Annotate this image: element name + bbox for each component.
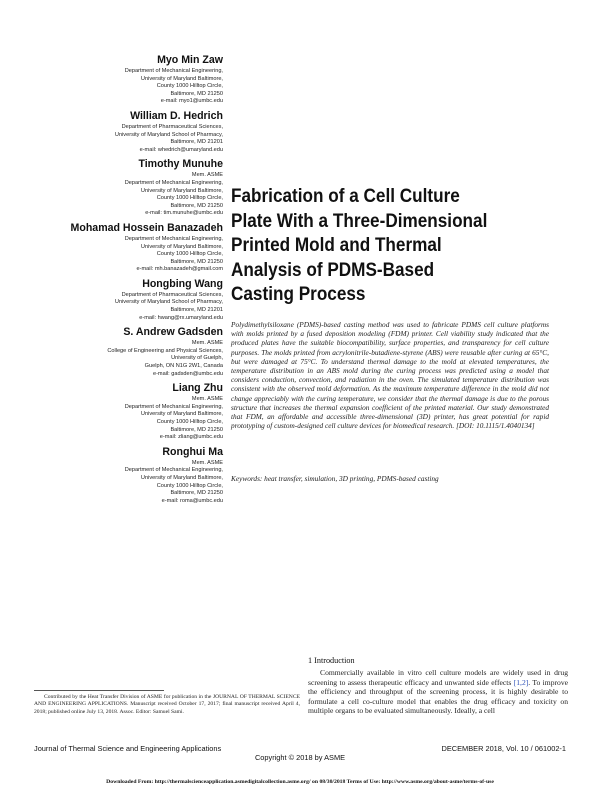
title-line: Fabrication of a Cell Culture [231,185,460,207]
download-notice: Downloaded From: http://thermalscienceapplication.asmedigitalcollection.asme.org/ on 08/30/2018 Terms of Use: http://www.asme.org/about-asme/terms-of-use [106,779,494,785]
author-email[interactable]: e-mail: roma@umbc.edu [161,497,223,504]
author-affiliation-line: University of Maryland Baltimore, [140,474,223,481]
author-affiliation-line: Department of Mechanical Engineering, [124,403,223,410]
author-name: Timothy Munuhe [138,158,223,171]
author-affiliation-line: Baltimore, MD 21201 [170,307,223,314]
author-affiliation-line: Department of Pharmaceutical Sciences, [121,123,223,130]
author-name: Mohamad Hossein Banazadeh [70,221,223,234]
paper-title [231,184,521,307]
author-affiliation-line: Baltimore, MD 21250 [170,90,223,97]
author-name: Liang Zhu [172,382,223,395]
title-line: Printed Mold and Thermal [231,234,442,256]
author-affiliation-line: University of Guelph, [171,355,223,362]
author-block [40,326,223,378]
author-affiliation-line: Baltimore, MD 21250 [170,202,223,209]
author-affiliation-line: Mem. ASME [191,396,223,403]
title-line: Casting Process [231,283,366,305]
title-line: Plate With a Three-Dimensional [231,209,488,232]
citation-link[interactable]: [1,2] [513,677,529,687]
author-affiliation-line: County 1000 Hilltop Circle, [156,251,223,258]
author-affiliation-line: County 1000 Hilltop Circle, [156,482,223,489]
copyright: Copyright © 2018 by ASME [254,753,346,762]
author-affiliation-line: Guelph, ON N1G 2W1, Canada [144,363,223,370]
author-affiliation-line: University of Maryland Baltimore, [140,75,223,82]
author-email[interactable]: e-mail: myo1@umbc.edu [160,98,223,105]
author-block [40,158,223,218]
author-block [40,278,223,322]
author-affiliation-line: Mem. ASME [191,172,223,179]
author-block [40,110,223,154]
author-name: William D. Hedrich [130,109,223,122]
author-affiliation-line: Baltimore, MD 21250 [170,426,223,433]
title-line: Analysis of PDMS-Based [231,258,435,281]
author-affiliation-line: County 1000 Hilltop Circle, [156,195,223,202]
author-block [40,446,223,506]
intro-paragraph [308,668,568,716]
author-block [40,382,223,442]
journal-name: Journal of Thermal Science and Engineering Applications [34,744,222,753]
author-email[interactable]: e-mail: whedrich@umaryland.edu [139,146,223,153]
author-name: Ronghui Ma [162,445,223,458]
author-affiliation-line: Mem. ASME [191,340,223,347]
author-affiliation-line: University of Maryland School of Pharmacy, [114,299,223,306]
author-email[interactable]: e-mail: gadsden@umbc.edu [152,370,223,377]
author-email[interactable]: e-mail: hwang@rx.umaryland.edu [139,314,223,321]
keywords: Keywords: heat transfer, simulation, 3D printing, PDMS-based casting [231,474,439,483]
author-affiliation-line: County 1000 Hilltop Circle, [156,419,223,425]
author-affiliation-line: Baltimore, MD 21201 [170,139,223,146]
abstract: Polydimethylsiloxane (PDMS)-based casting method was used to fabricate PDMS cell culture platforms with molds printed by a fused deposition modeling (FDM) printer. Cell viability study indicated that the produced plates have the suitable biocompatibility, surface properties, and transparency for cell culture purposes. The molds printed from acrylonitrile-butadiene-styrene (ABS) were reusable after curing at 65°C, but were damaged at 75°C. To understand thermal damage to the mold at elevated temperatures, the temperature distribution in an ABS mold during the curing process was predicted using a model that considers conduction, convection, and radiation in the oven. The simulated temperature distribution was consistent with the observed mold deformation. As the maximum temperature difference in the mold did not change appreciably with the curing temperature, we consider that the thermal damage is due to the porous structure that increases the thermal expansion coefficient of the printed material. Our study demonstrated that FDM, an affordable and accessible three-dimensional (3D) printer, has great potential for rapid prototyping of custom-designed cell culture devices for biomedical research. [DOI: 10.1115/1.4040134] [231,320,549,431]
author-email[interactable]: e-mail: mh.banazadeh@gmail.com [136,266,223,273]
author-name: S. Andrew Gadsden [123,326,223,339]
footnote-divider [34,690,164,691]
author-name: Myo Min Zaw [157,54,223,66]
author-affiliation-line: University of Maryland School of Pharmacy, [114,131,223,138]
author-block [40,54,223,106]
author-affiliation-line: Department of Pharmaceutical Sciences, [121,291,223,298]
author-block [40,222,223,274]
author-affiliation-line: University of Maryland Baltimore, [140,187,223,194]
author-affiliation-line: Baltimore, MD 21250 [170,490,223,497]
author-affiliation-line: Department of Mechanical Engineering, [124,68,223,74]
footnote: Contributed by the Heat Transfer Division of ASME for publication in the JOURNAL OF THERMAL SCIENCE AND ENGINEERING APPLICATIONS. Manuscript received October 17, 2017; final manuscript received April 4, 2018; published online July 13, 2018. Assoc. Editor: Samuel Sami. [34,694,300,715]
author-list [40,54,223,509]
section-heading-introduction: 1 Introduction [308,656,355,665]
author-name: Hongbing Wang [142,277,223,290]
author-email[interactable]: e-mail: zliang@umbc.edu [159,434,223,441]
author-email[interactable]: e-mail: tim.munuhe@umbc.edu [145,210,223,217]
author-affiliation-line: Baltimore, MD 21250 [170,258,223,265]
author-affiliation-line: University of Maryland Baltimore, [140,411,223,418]
author-affiliation-line: Department of Mechanical Engineering, [124,235,223,242]
intro-text-rest: . To improve the efficiency and throughput of the screening process, it is highly desirable to formulate a cell co-culture model that enables the drug efficacy and toxicity on multiple organs to be evaluated simultaneously. Ideally, a cell [308,677,568,716]
author-affiliation-line: Department of Mechanical Engineering, [124,179,223,186]
issue-info: DECEMBER 2018, Vol. 10 / 061002-1 [441,744,566,753]
author-affiliation-line: Department of Mechanical Engineering, [124,467,223,474]
author-affiliation-line: College of Engineering and Physical Sciences, [107,347,223,354]
intro-text-start: Commercially available in vitro cell culture models are widely used in drug screening to assess therapeutic efficacy and unwanted side effects [308,668,568,687]
author-affiliation-line: Mem. ASME [191,459,223,466]
author-affiliation-line: University of Maryland Baltimore, [140,243,223,250]
author-affiliation-line: County 1000 Hilltop Circle, [156,83,223,90]
